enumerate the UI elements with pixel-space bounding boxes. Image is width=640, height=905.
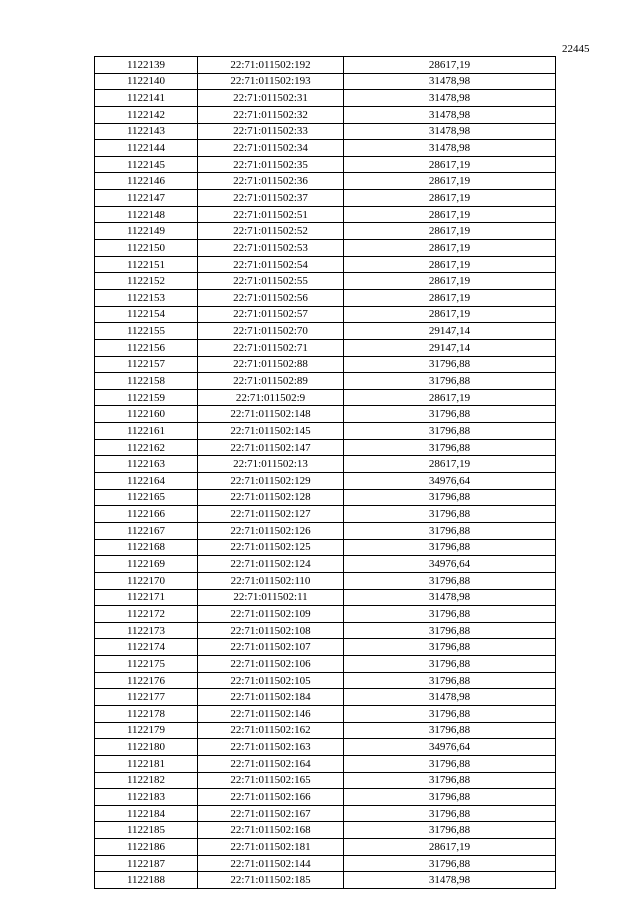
- row-number-cell: 1122157: [95, 356, 198, 373]
- table-row: [95, 689, 556, 706]
- value-cell: 28617,19: [344, 190, 556, 207]
- cadastral-number-cell: 22:71:011502:34: [198, 140, 344, 157]
- cadastral-number-cell: 22:71:011502:52: [198, 223, 344, 240]
- value-cell: 31796,88: [344, 489, 556, 506]
- value-cell: 31796,88: [344, 672, 556, 689]
- value-cell: 28617,19: [344, 839, 556, 856]
- table-row: [95, 855, 556, 872]
- value-cell: 29147,14: [344, 323, 556, 340]
- value-cell: 31796,88: [344, 406, 556, 423]
- value-cell: 31796,88: [344, 572, 556, 589]
- row-number-cell: 1122167: [95, 522, 198, 539]
- row-number-cell: 1122155: [95, 323, 198, 340]
- value-cell: 31796,88: [344, 622, 556, 639]
- table-row: [95, 589, 556, 606]
- cadastral-number-cell: 22:71:011502:166: [198, 789, 344, 806]
- value-cell: 31478,98: [344, 689, 556, 706]
- value-cell: 31796,88: [344, 639, 556, 656]
- row-number-cell: 1122178: [95, 705, 198, 722]
- value-cell: 31796,88: [344, 656, 556, 673]
- table-row: [95, 622, 556, 639]
- cadastral-number-cell: 22:71:011502:11: [198, 589, 344, 606]
- value-cell: 31796,88: [344, 606, 556, 623]
- cadastral-number-cell: 22:71:011502:54: [198, 256, 344, 273]
- row-number-cell: 1122188: [95, 872, 198, 889]
- table-row: [95, 223, 556, 240]
- value-cell: 31796,88: [344, 772, 556, 789]
- table-row: [95, 789, 556, 806]
- table-row: [95, 306, 556, 323]
- value-cell: 31796,88: [344, 722, 556, 739]
- row-number-cell: 1122174: [95, 639, 198, 656]
- table-row: [95, 423, 556, 440]
- row-number-cell: 1122152: [95, 273, 198, 290]
- cadastral-number-cell: 22:71:011502:193: [198, 73, 344, 90]
- value-cell: 31796,88: [344, 439, 556, 456]
- cadastral-number-cell: 22:71:011502:181: [198, 839, 344, 856]
- cadastral-number-cell: 22:71:011502:128: [198, 489, 344, 506]
- table-row: [95, 339, 556, 356]
- value-cell: 31478,98: [344, 106, 556, 123]
- row-number-cell: 1122156: [95, 339, 198, 356]
- value-cell: 31796,88: [344, 373, 556, 390]
- value-cell: 31796,88: [344, 705, 556, 722]
- table-row: [95, 389, 556, 406]
- table-row: [95, 672, 556, 689]
- value-cell: 31796,88: [344, 506, 556, 523]
- cadastral-number-cell: 22:71:011502:126: [198, 522, 344, 539]
- value-cell: 28617,19: [344, 306, 556, 323]
- value-cell: 31478,98: [344, 123, 556, 140]
- cadastral-number-cell: 22:71:011502:127: [198, 506, 344, 523]
- value-cell: 31796,88: [344, 855, 556, 872]
- row-number-cell: 1122154: [95, 306, 198, 323]
- table-row: [95, 273, 556, 290]
- row-number-cell: 1122165: [95, 489, 198, 506]
- cadastral-number-cell: 22:71:011502:163: [198, 739, 344, 756]
- value-cell: 28617,19: [344, 57, 556, 74]
- table-row: [95, 123, 556, 140]
- row-number-cell: 1122184: [95, 805, 198, 822]
- table-row: [95, 822, 556, 839]
- cadastral-number-cell: 22:71:011502:33: [198, 123, 344, 140]
- cadastral-number-cell: 22:71:011502:105: [198, 672, 344, 689]
- cadastral-number-cell: 22:71:011502:110: [198, 572, 344, 589]
- value-cell: 28617,19: [344, 389, 556, 406]
- table-row: [95, 606, 556, 623]
- row-number-cell: 1122185: [95, 822, 198, 839]
- row-number-cell: 1122160: [95, 406, 198, 423]
- cadastral-number-cell: 22:71:011502:57: [198, 306, 344, 323]
- value-cell: 28617,19: [344, 456, 556, 473]
- table-row: [95, 473, 556, 490]
- cadastral-number-cell: 22:71:011502:167: [198, 805, 344, 822]
- row-number-cell: 1122183: [95, 789, 198, 806]
- value-cell: 28617,19: [344, 240, 556, 257]
- row-number-cell: 1122140: [95, 73, 198, 90]
- table-row: [95, 722, 556, 739]
- row-number-cell: 1122181: [95, 755, 198, 772]
- table-row: [95, 140, 556, 157]
- cadastral-number-cell: 22:71:011502:9: [198, 389, 344, 406]
- table-row: [95, 506, 556, 523]
- table-row: [95, 805, 556, 822]
- cadastral-number-cell: 22:71:011502:185: [198, 872, 344, 889]
- table-row: [95, 289, 556, 306]
- cadastral-number-cell: 22:71:011502:107: [198, 639, 344, 656]
- value-cell: 31478,98: [344, 90, 556, 107]
- row-number-cell: 1122153: [95, 289, 198, 306]
- table-row: [95, 256, 556, 273]
- value-cell: 31796,88: [344, 356, 556, 373]
- cadastral-number-cell: 22:71:011502:165: [198, 772, 344, 789]
- cadastral-number-cell: 22:71:011502:109: [198, 606, 344, 623]
- cadastral-number-cell: 22:71:011502:35: [198, 156, 344, 173]
- value-cell: 28617,19: [344, 256, 556, 273]
- row-number-cell: 1122163: [95, 456, 198, 473]
- page-number: 22445: [562, 43, 590, 55]
- value-cell: 31796,88: [344, 805, 556, 822]
- value-cell: 28617,19: [344, 273, 556, 290]
- row-number-cell: 1122161: [95, 423, 198, 440]
- row-number-cell: 1122149: [95, 223, 198, 240]
- cadastral-number-cell: 22:71:011502:184: [198, 689, 344, 706]
- row-number-cell: 1122176: [95, 672, 198, 689]
- table-row: [95, 106, 556, 123]
- table-row: [95, 872, 556, 889]
- cadastral-number-cell: 22:71:011502:162: [198, 722, 344, 739]
- row-number-cell: 1122143: [95, 123, 198, 140]
- row-number-cell: 1122177: [95, 689, 198, 706]
- cadastral-number-cell: 22:71:011502:70: [198, 323, 344, 340]
- row-number-cell: 1122141: [95, 90, 198, 107]
- cadastral-number-cell: 22:71:011502:108: [198, 622, 344, 639]
- table-row: [95, 406, 556, 423]
- table-row: [95, 656, 556, 673]
- row-number-cell: 1122172: [95, 606, 198, 623]
- row-number-cell: 1122171: [95, 589, 198, 606]
- cadastral-number-cell: 22:71:011502:56: [198, 289, 344, 306]
- row-number-cell: 1122179: [95, 722, 198, 739]
- table-row: [95, 755, 556, 772]
- value-cell: 28617,19: [344, 289, 556, 306]
- row-number-cell: 1122186: [95, 839, 198, 856]
- table-row: [95, 73, 556, 90]
- table-row: [95, 206, 556, 223]
- table-row: [95, 456, 556, 473]
- value-cell: 31478,98: [344, 73, 556, 90]
- cadastral-number-cell: 22:71:011502:106: [198, 656, 344, 673]
- cadastral-number-cell: 22:71:011502:53: [198, 240, 344, 257]
- row-number-cell: 1122173: [95, 622, 198, 639]
- table-row: [95, 240, 556, 257]
- cadastral-number-cell: 22:71:011502:89: [198, 373, 344, 390]
- table-row: [95, 556, 556, 573]
- row-number-cell: 1122144: [95, 140, 198, 157]
- table-row: [95, 57, 556, 74]
- table-row: [95, 572, 556, 589]
- value-cell: 31478,98: [344, 872, 556, 889]
- value-cell: 31796,88: [344, 423, 556, 440]
- table-row: [95, 173, 556, 190]
- row-number-cell: 1122182: [95, 772, 198, 789]
- row-number-cell: 1122139: [95, 57, 198, 74]
- cadastral-number-cell: 22:71:011502:13: [198, 456, 344, 473]
- value-cell: 31796,88: [344, 539, 556, 556]
- cadastral-number-cell: 22:71:011502:129: [198, 473, 344, 490]
- row-number-cell: 1122164: [95, 473, 198, 490]
- cadastral-number-cell: 22:71:011502:71: [198, 339, 344, 356]
- table-row: [95, 156, 556, 173]
- value-cell: 34976,64: [344, 556, 556, 573]
- cadastral-number-cell: 22:71:011502:192: [198, 57, 344, 74]
- table-row: [95, 539, 556, 556]
- value-cell: 31796,88: [344, 522, 556, 539]
- table-row: [95, 323, 556, 340]
- table-body: [95, 57, 556, 889]
- row-number-cell: 1122170: [95, 572, 198, 589]
- row-number-cell: 1122168: [95, 539, 198, 556]
- table-row: [95, 190, 556, 207]
- cadastral-number-cell: 22:71:011502:37: [198, 190, 344, 207]
- row-number-cell: 1122150: [95, 240, 198, 257]
- cadastral-number-cell: 22:71:011502:32: [198, 106, 344, 123]
- value-cell: 28617,19: [344, 156, 556, 173]
- row-number-cell: 1122180: [95, 739, 198, 756]
- cadastral-number-cell: 22:71:011502:125: [198, 539, 344, 556]
- row-number-cell: 1122187: [95, 855, 198, 872]
- value-cell: 34976,64: [344, 473, 556, 490]
- table-row: [95, 522, 556, 539]
- cadastral-number-cell: 22:71:011502:51: [198, 206, 344, 223]
- table-row: [95, 356, 556, 373]
- cadastral-number-cell: 22:71:011502:88: [198, 356, 344, 373]
- table-row: [95, 639, 556, 656]
- cadastral-number-cell: 22:71:011502:55: [198, 273, 344, 290]
- cadastral-number-cell: 22:71:011502:146: [198, 705, 344, 722]
- cadastral-number-cell: 22:71:011502:148: [198, 406, 344, 423]
- row-number-cell: 1122142: [95, 106, 198, 123]
- cadastral-number-cell: 22:71:011502:124: [198, 556, 344, 573]
- cadastral-number-cell: 22:71:011502:145: [198, 423, 344, 440]
- value-cell: 28617,19: [344, 206, 556, 223]
- value-cell: 31478,98: [344, 589, 556, 606]
- table-row: [95, 489, 556, 506]
- cadastral-number-cell: 22:71:011502:31: [198, 90, 344, 107]
- value-cell: 31796,88: [344, 755, 556, 772]
- value-cell: 31796,88: [344, 822, 556, 839]
- value-cell: 28617,19: [344, 223, 556, 240]
- row-number-cell: 1122159: [95, 389, 198, 406]
- cadastral-number-cell: 22:71:011502:36: [198, 173, 344, 190]
- cadastral-number-cell: 22:71:011502:144: [198, 855, 344, 872]
- table-row: [95, 839, 556, 856]
- data-table: [94, 56, 556, 889]
- cadastral-number-cell: 22:71:011502:168: [198, 822, 344, 839]
- value-cell: 31796,88: [344, 789, 556, 806]
- table-row: [95, 739, 556, 756]
- row-number-cell: 1122151: [95, 256, 198, 273]
- cadastral-number-cell: 22:71:011502:164: [198, 755, 344, 772]
- row-number-cell: 1122169: [95, 556, 198, 573]
- cadastral-number-cell: 22:71:011502:147: [198, 439, 344, 456]
- row-number-cell: 1122158: [95, 373, 198, 390]
- value-cell: 29147,14: [344, 339, 556, 356]
- row-number-cell: 1122162: [95, 439, 198, 456]
- value-cell: 31478,98: [344, 140, 556, 157]
- value-cell: 34976,64: [344, 739, 556, 756]
- row-number-cell: 1122146: [95, 173, 198, 190]
- row-number-cell: 1122145: [95, 156, 198, 173]
- table-row: [95, 439, 556, 456]
- row-number-cell: 1122175: [95, 656, 198, 673]
- row-number-cell: 1122147: [95, 190, 198, 207]
- table-row: [95, 373, 556, 390]
- table-row: [95, 90, 556, 107]
- row-number-cell: 1122148: [95, 206, 198, 223]
- row-number-cell: 1122166: [95, 506, 198, 523]
- table-row: [95, 772, 556, 789]
- value-cell: 28617,19: [344, 173, 556, 190]
- table-row: [95, 705, 556, 722]
